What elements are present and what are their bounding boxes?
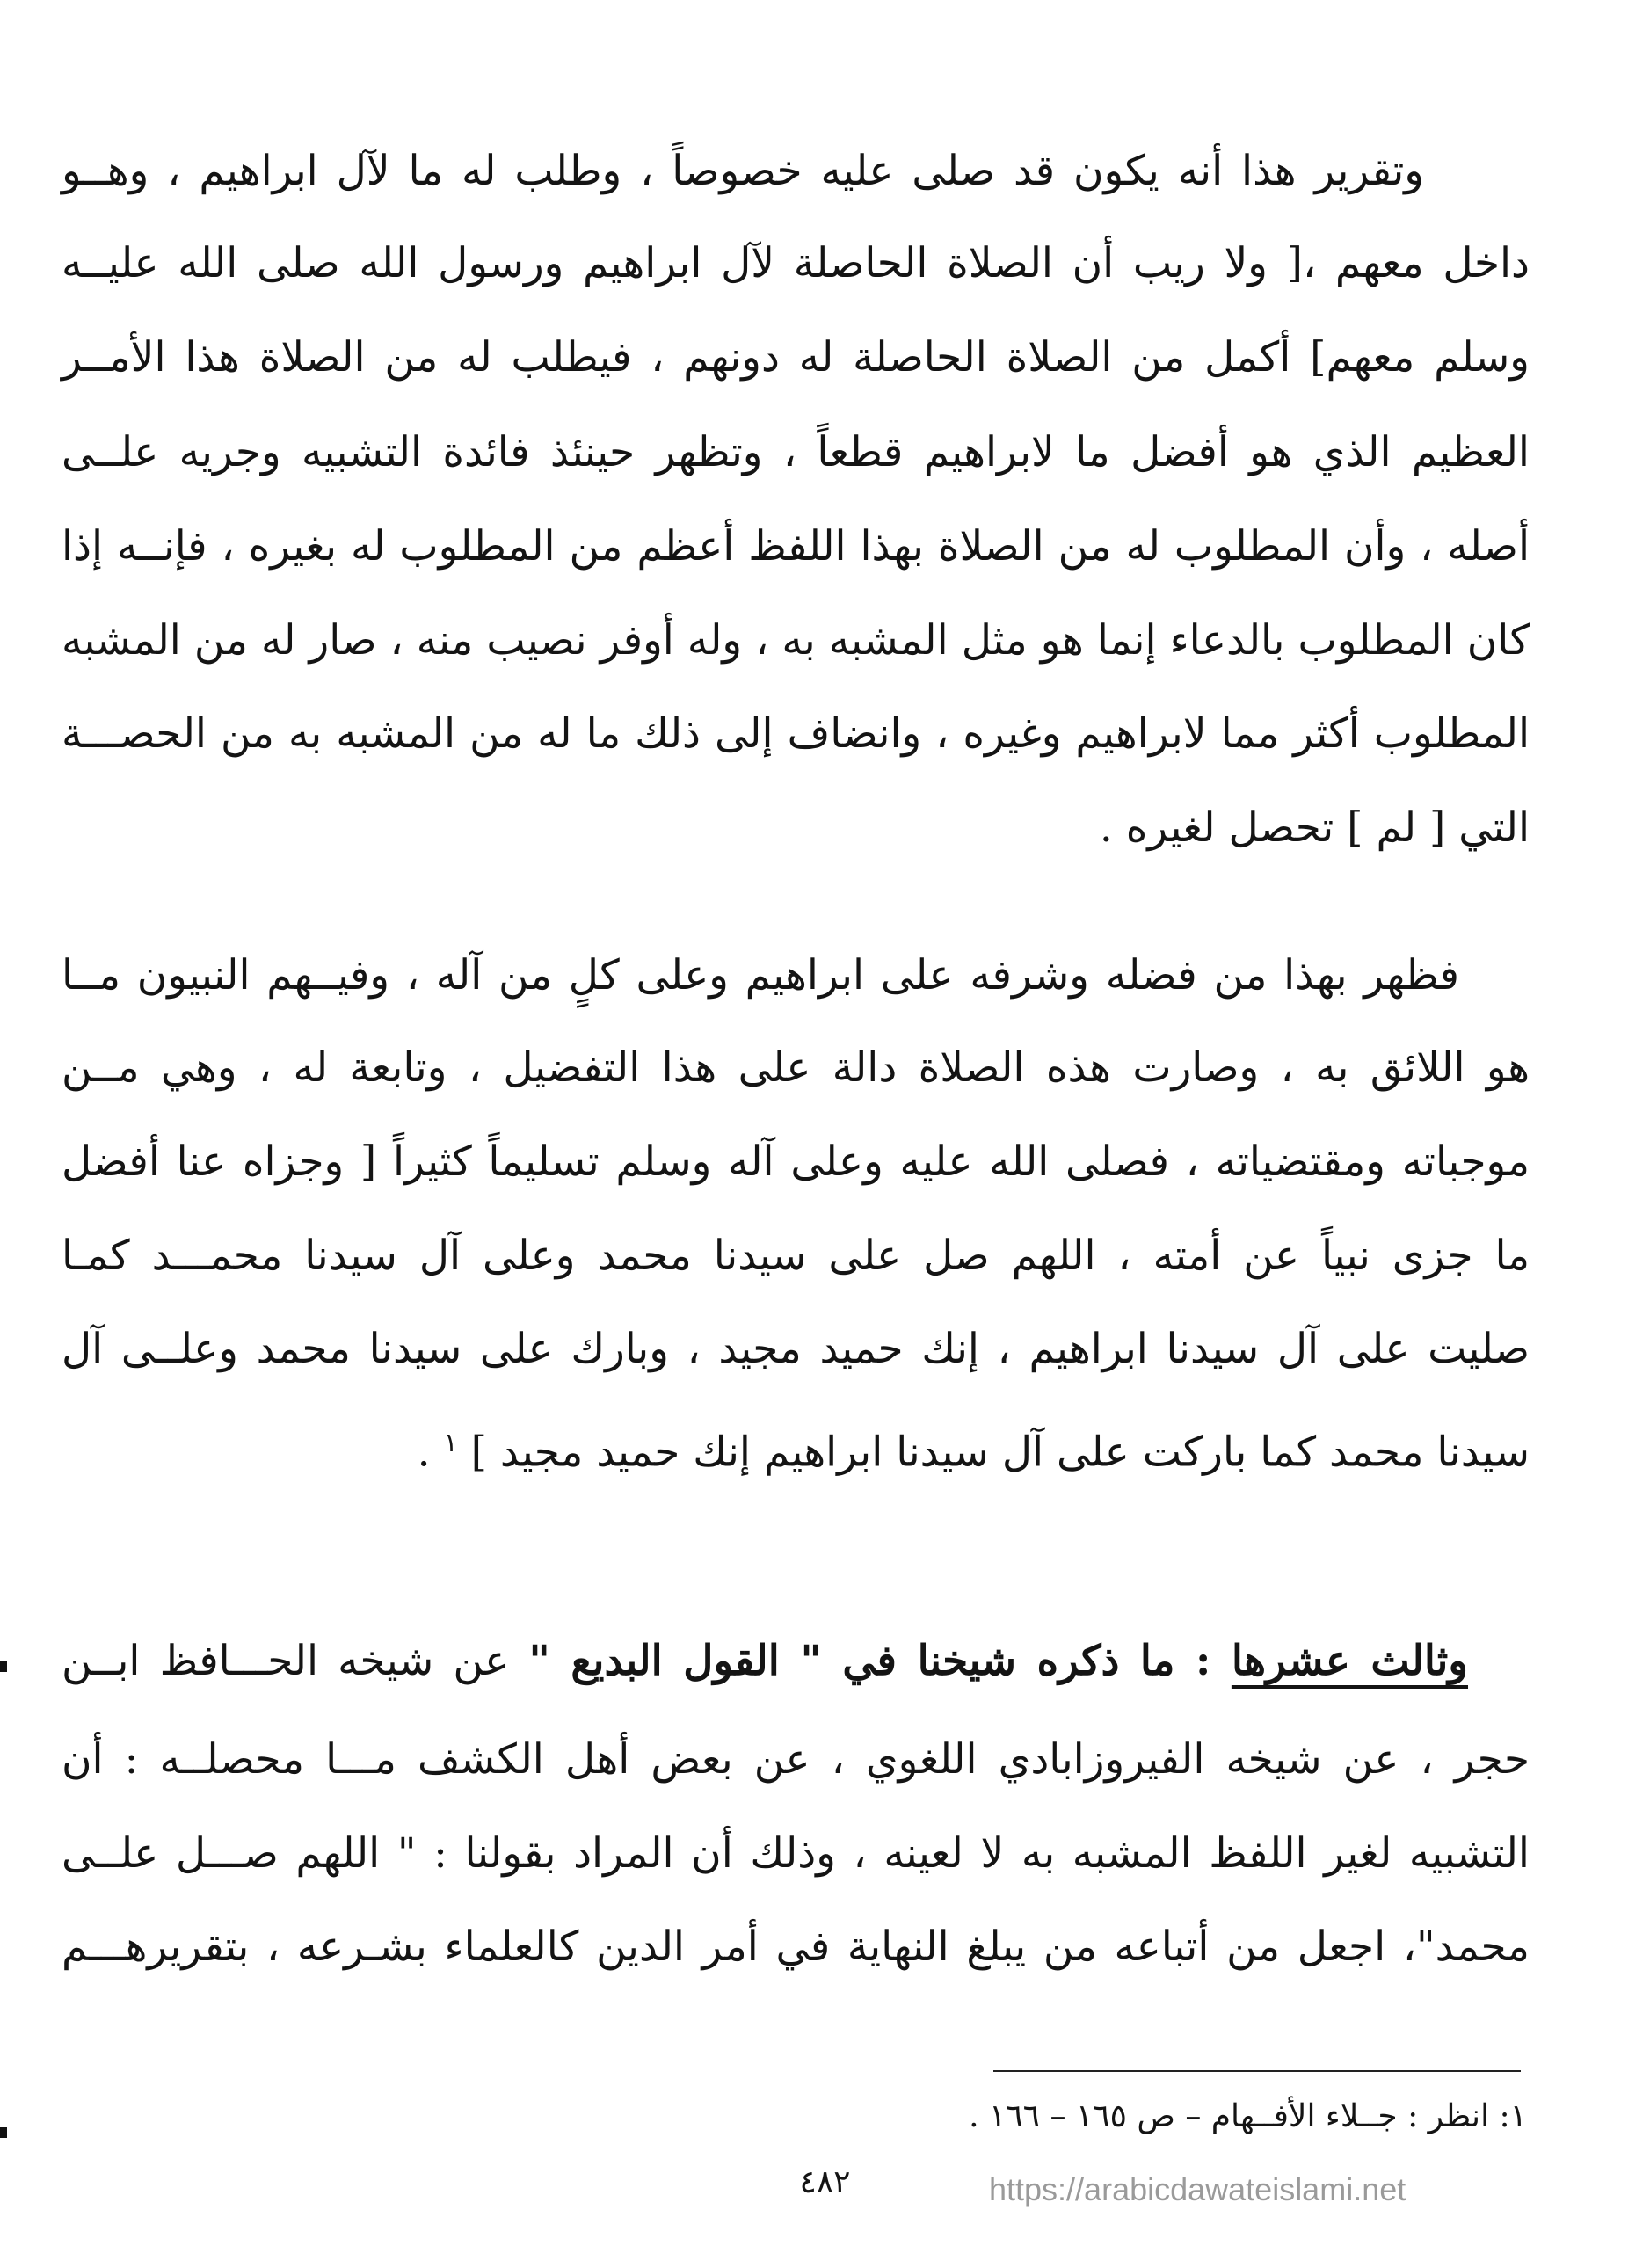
footnote-marker: ١ bbox=[443, 1428, 458, 1458]
watermark-url: https://arabicdawateislami.net bbox=[989, 2171, 1406, 2207]
paragraph-3-line-4: محمد"، اجعل من أتباعه من يبلغ النهاية في أمر الدين كالعلماء بشـرعه ، بتقريرهـــم bbox=[62, 1923, 1530, 1971]
section-heading-label: وثالث عشرها bbox=[1231, 1637, 1469, 1685]
paragraph-3-line-3: التشبيه لغير اللفظ المشبه به لا لعينه ، وذلك أن المراد بقولنا : " اللهم صـــل علــى bbox=[62, 1829, 1530, 1878]
footnote: ١: انظر : جــلاء الأفــهام – ص ١٦٥ – ١٦٦ . bbox=[969, 2098, 1527, 2134]
footnote-divider bbox=[993, 2070, 1521, 2072]
paragraph-2-line-2: هو اللائق به ، وصارت هذه الصلاة دالة على هذا التفضيل ، وتابعة له ، وهي مــن bbox=[62, 1043, 1530, 1092]
paragraph-1-line-3: وسلم معهم] أكمل من الصلاة الحاصلة له دونهم ، فيطلب له من الصلاة هذا الأمــر bbox=[62, 333, 1530, 382]
section-heading-colon: : bbox=[1174, 1637, 1232, 1685]
margin-mark bbox=[0, 1661, 7, 1672]
paragraph-1-line-5: أصله ، وأن المطلوب له من الصلاة بهذا اللفظ أعظم من المطلوب له بغيره ، فإنــه إذا bbox=[62, 522, 1530, 571]
paragraph-2-line-6-text: سيدنا محمد كما باركت على آل سيدنا ابراهيم إنك حميد مجيد ] bbox=[470, 1428, 1530, 1477]
section-heading-text: ما ذكره شيخنا في " القول البديع " bbox=[528, 1637, 1175, 1685]
paragraph-1-line-2: داخل معهم ،[ ولا ريب أن الصلاة الحاصلة لآل ابراهيم ورسول الله صلى الله عليــه bbox=[62, 239, 1530, 287]
paragraph-2-line-6-end: . bbox=[417, 1428, 431, 1477]
paragraph-1-line-6: كان المطلوب بالدعاء إنما هو مثل المشبه به ، وله أوفر نصيب منه ، صار له من المشبه bbox=[62, 616, 1530, 665]
paragraph-1-line-1: وتقرير هذا أنه يكون قد صلى عليه خصوصاً ، وطلب له ما لآل ابراهيم ، وهــو bbox=[62, 147, 1424, 195]
paragraph-3-line-2: حجر ، عن شيخه الفيروزابادي اللغوي ، عن بعض أهل الكشف مـــا محصلــه : أن bbox=[62, 1735, 1530, 1784]
page-number: ٤٨٢ bbox=[799, 2164, 851, 2200]
margin-mark-bottom bbox=[0, 2127, 7, 2138]
paragraph-1-line-7: المطلوب أكثر مما لابراهيم وغيره ، وانضاف إلى ذلك ما له من المشبه به من الحصـــة bbox=[62, 709, 1530, 758]
paragraph-2-line-5: صليت على آل سيدنا ابراهيم ، إنك حميد مجيد ، وبارك على سيدنا محمد وعلــى آل bbox=[62, 1325, 1530, 1373]
paragraph-1-line-8: التي [ لم ] تحصل لغيره . bbox=[1099, 803, 1530, 852]
paragraph-2-line-4: ما جزى نبياً عن أمته ، اللهم صل على سيدنا محمد وعلى آل سيدنا محمـــد كمـا bbox=[62, 1232, 1530, 1280]
paragraph-2-line-6 bbox=[62, 1413, 1530, 1484]
paragraph-3-line-1 bbox=[62, 1631, 1468, 1692]
paragraph-3-line-1-rest: عن شيخه الحـــافظ ابــن bbox=[62, 1637, 529, 1685]
paragraph-2-line-1: فظهر بهذا من فضله وشرفه على ابراهيم وعلى كلٍ من آله ، وفيــهم النبيون مــا bbox=[62, 951, 1459, 1000]
paragraph-1-line-4: العظيم الذي هو أفضل ما لابراهيم قطعاً ، وتظهر حينئذ فائدة التشبيه وجريه علــى bbox=[62, 428, 1530, 476]
paragraph-2-line-3: موجباته ومقتضياته ، فصلى الله عليه وعلى آله وسلم تسليماً كثيراً [ وجزاه عنا أفضل bbox=[62, 1138, 1530, 1186]
